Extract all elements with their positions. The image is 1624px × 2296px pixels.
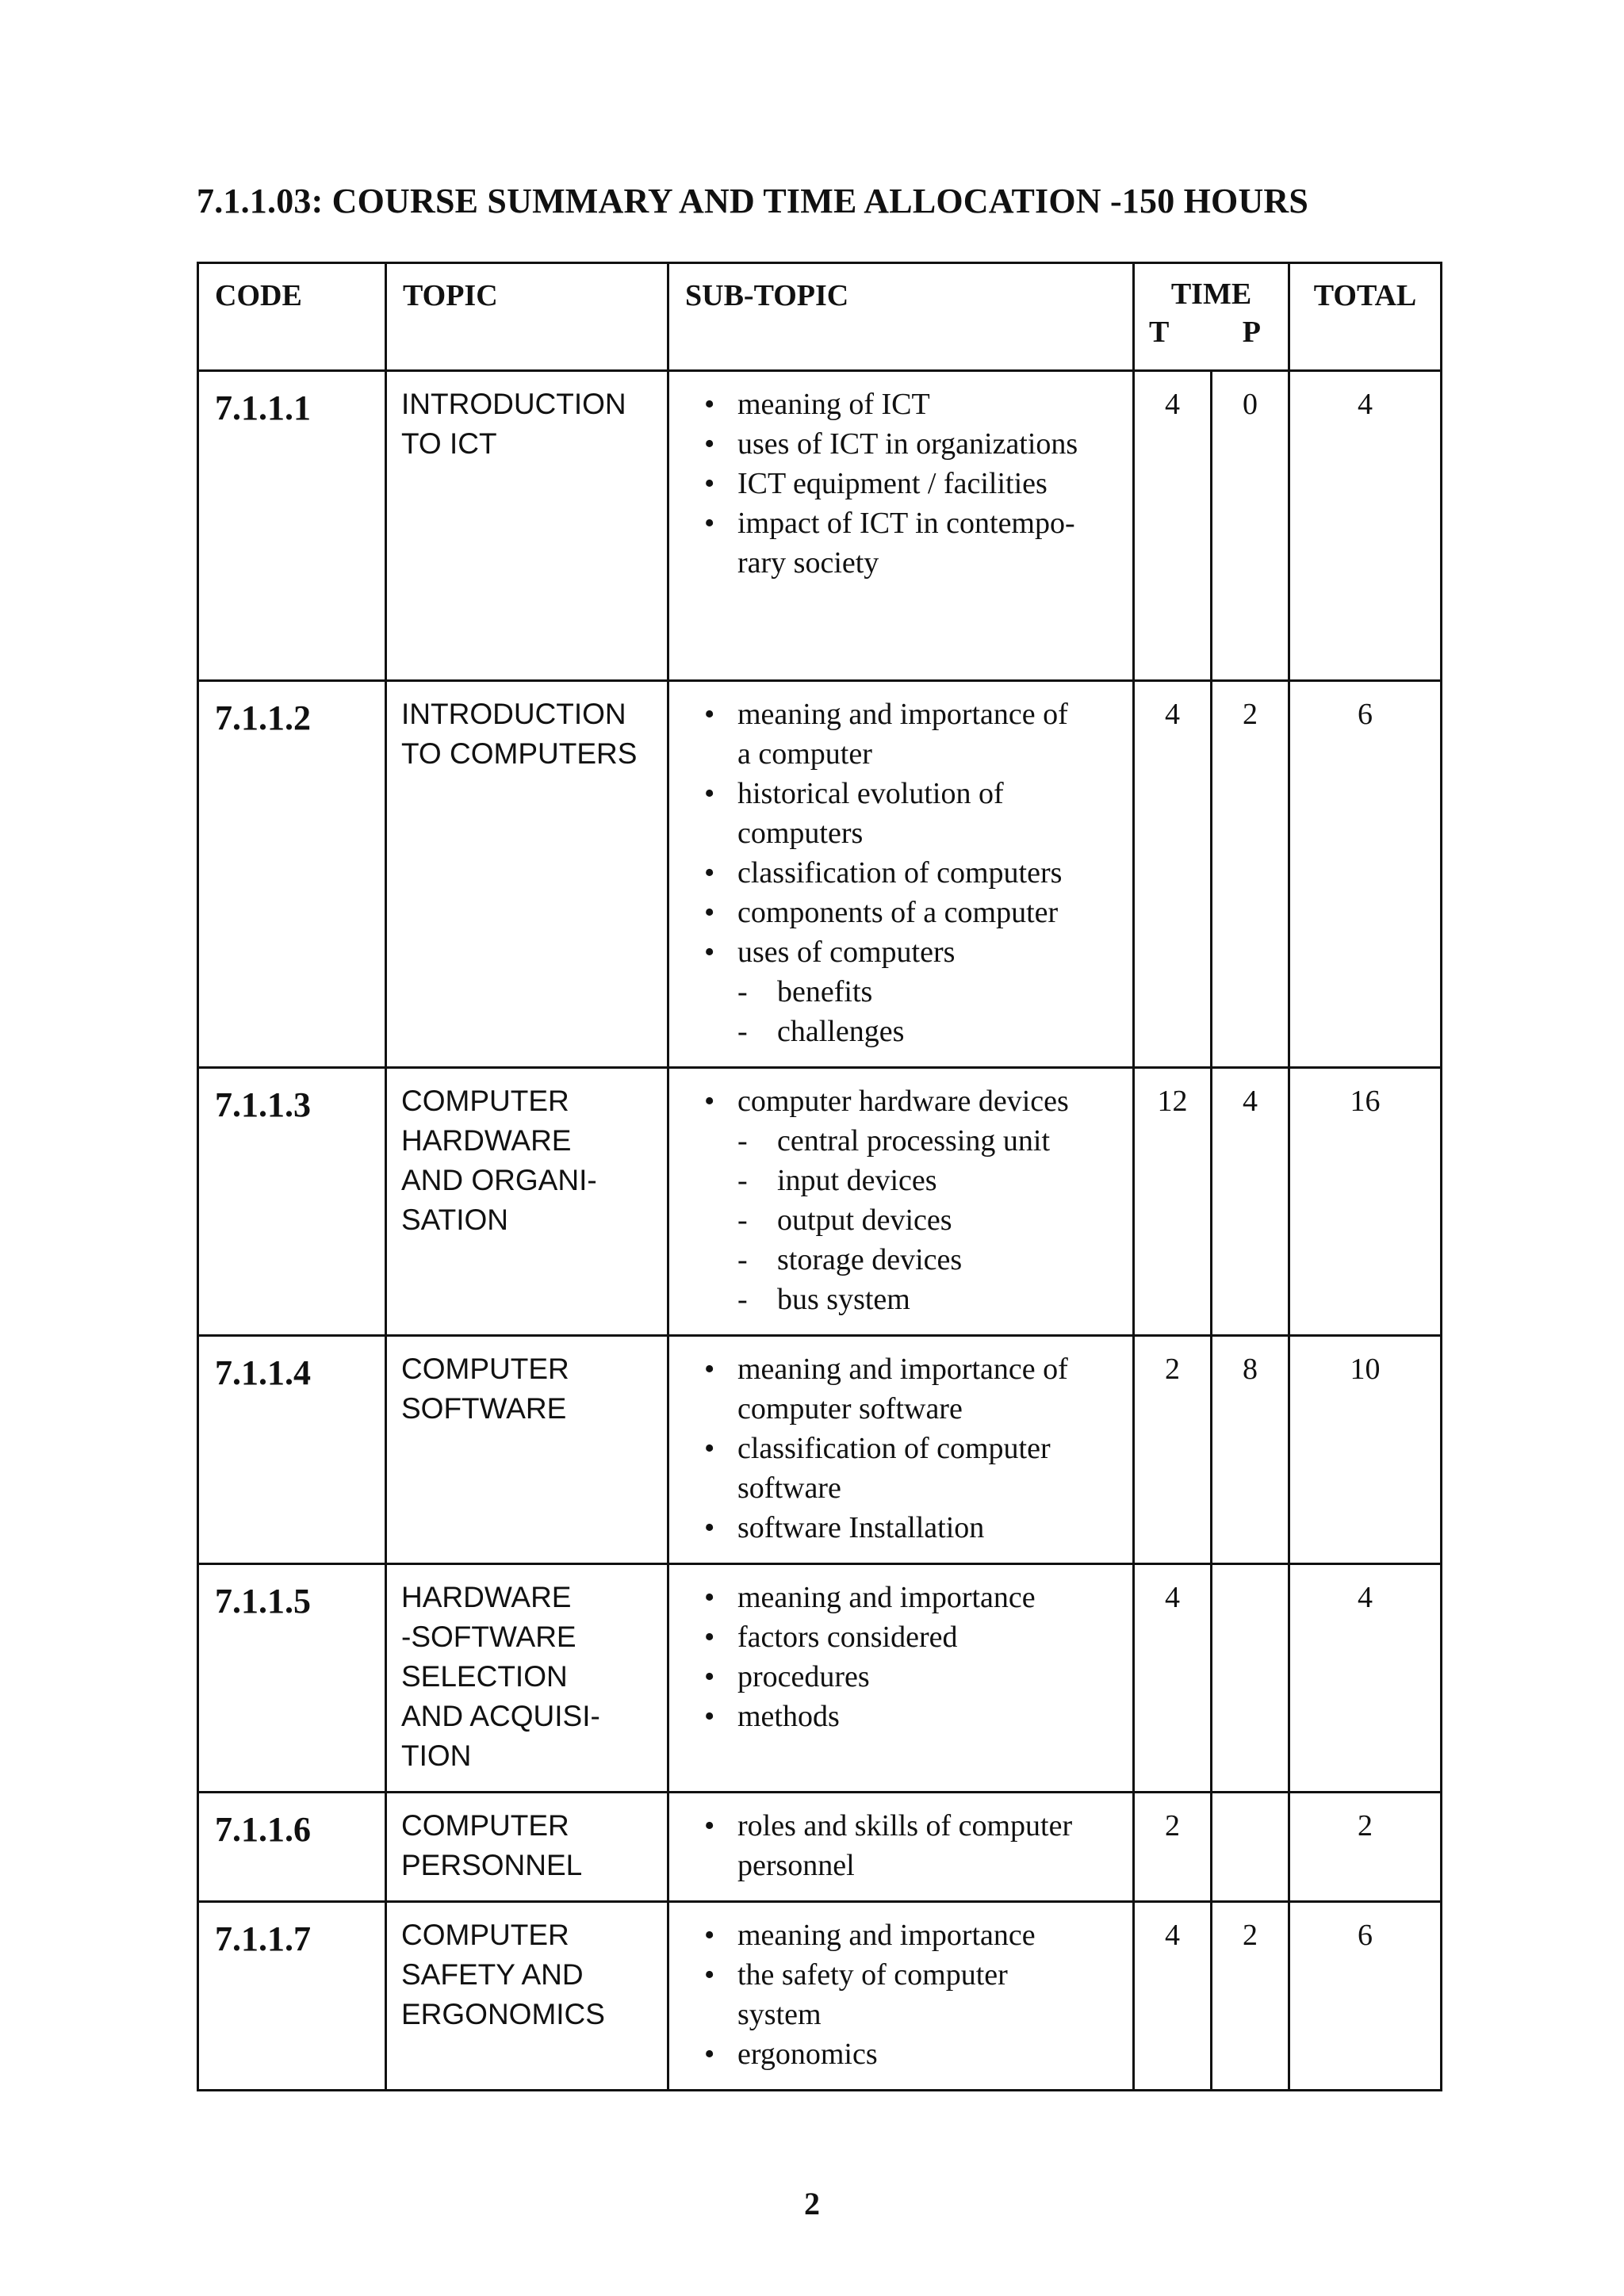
subtopic-line: • ICT equipment / facilities [737,467,1048,500]
subtopic-line: • impact of ICT in contempo- [737,507,1075,540]
row-time-total: 4 [1289,1564,1442,1793]
subtopic-bullet-item [669,1578,1121,1617]
subtopic-list [669,1578,1121,1736]
header-topic: TOPIC [386,263,668,371]
course-summary-table [197,262,1442,2091]
subtopic-line: • meaning and importance [737,1581,1036,1614]
row-time-t: 12 [1134,1068,1212,1336]
row-subtopics [668,371,1134,681]
row-subtopics [668,1336,1134,1564]
subtopic-line: • the safety of computer [737,1958,1008,1992]
row-topic [386,371,668,681]
topic-line: INTRODUCTION [401,698,626,730]
subtopic-line: - bus system [777,1283,910,1316]
subtopic-bullet-item [669,385,1121,424]
subtopic-dash-item [669,1280,1121,1319]
subtopic-line: - central processing unit [777,1124,1051,1158]
subtopic-dash-item [669,1200,1121,1240]
row-subtopics [668,1902,1134,2091]
row-subtopics [668,681,1134,1068]
subtopic-list [669,1349,1121,1548]
topic-line: AND ORGANI- [401,1164,597,1196]
subtopic-bullet-item [669,932,1121,972]
subtopic-line: • software Installation [737,1511,985,1544]
subtopic-line: • meaning and importance of [737,698,1068,731]
row-topic [386,1902,668,2091]
subtopic-line: - challenges [777,1015,905,1048]
subtopic-line: • meaning of ICT [737,388,930,421]
subtopic-list [669,1915,1121,2074]
subtopic-bullet-item [669,1081,1121,1121]
subtopic-line: • meaning and importance [737,1919,1036,1952]
subtopic-line: • procedures [737,1660,870,1693]
subtopic-bullet-item [669,2034,1121,2074]
table-row [198,1793,1442,1902]
topic-line: INTRODUCTION [401,388,626,420]
row-topic [386,1336,668,1564]
subtopic-dash-item [669,1121,1121,1161]
subtopic-line: a computer [737,737,872,771]
subtopic-line: computer software [737,1392,963,1425]
subtopic-line: system [737,1998,822,2031]
subtopic-bullet-item [669,853,1121,893]
subtopic-bullet-item [669,1508,1121,1548]
row-time-t: 4 [1134,1564,1212,1793]
subtopic-line: • factors considered [737,1621,958,1654]
header-total: TOTAL [1289,263,1442,371]
topic-line: SELECTION [401,1660,568,1693]
subtopic-list [669,695,1121,1051]
row-code: 7.1.1.5 [198,1564,386,1793]
topic-line: SOFTWARE [401,1392,567,1425]
subtopic-bullet-item [669,1697,1121,1736]
subtopic-bullet-item [669,1657,1121,1697]
row-time-total: 6 [1289,681,1442,1068]
header-code: CODE [198,263,386,371]
table-row [198,1336,1442,1564]
header-time-p: P [1242,316,1262,349]
page-title: 7.1.1.03: COURSE SUMMARY AND TIME ALLOCATION -150 HOURS [197,182,1309,220]
subtopic-line: • classification of computer [737,1432,1051,1465]
subtopic-bullet-item [669,695,1121,774]
topic-line: COMPUTER [401,1353,569,1385]
row-time-total: 4 [1289,371,1442,681]
subtopic-line: • computer hardware devices [737,1085,1069,1118]
row-topic [386,681,668,1068]
subtopic-line: computers [737,817,864,850]
row-subtopics [668,1068,1134,1336]
subtopic-bullet-item [669,1617,1121,1657]
subtopic-bullet-item [669,1429,1121,1508]
subtopic-bullet-item [669,1349,1121,1429]
subtopic-bullet-item [669,1915,1121,1955]
row-time-total: 2 [1289,1793,1442,1902]
subtopic-line: • roles and skills of computer [737,1809,1073,1843]
row-code: 7.1.1.6 [198,1793,386,1902]
row-code: 7.1.1.3 [198,1068,386,1336]
row-time-p: 4 [1212,1068,1289,1336]
subtopic-line: software [737,1471,841,1505]
subtopic-line: - output devices [777,1203,952,1237]
row-code: 7.1.1.2 [198,681,386,1068]
row-time-t: 4 [1134,1902,1212,2091]
header-time-t: T [1149,316,1170,349]
subtopic-line: • uses of ICT in organizations [737,427,1078,461]
row-topic [386,1564,668,1793]
table-row [198,371,1442,681]
row-time-total: 16 [1289,1068,1442,1336]
row-time-p: 0 [1212,371,1289,681]
topic-line: ERGONOMICS [401,1998,605,2030]
header-time [1134,263,1289,371]
subtopic-line: • uses of computers [737,936,956,969]
subtopic-bullet-item [669,1955,1121,2034]
row-time-total: 6 [1289,1902,1442,2091]
subtopic-line: rary society [737,546,879,580]
row-time-p [1212,1793,1289,1902]
header-subtopic: SUB-TOPIC [668,263,1134,371]
subtopic-line: - input devices [777,1164,937,1197]
subtopic-line: - storage devices [777,1243,963,1276]
topic-line: SATION [401,1203,508,1236]
row-code: 7.1.1.1 [198,371,386,681]
subtopic-list [669,385,1121,583]
subtopic-line: • components of a computer [737,896,1059,929]
topic-line: -SOFTWARE [401,1621,576,1653]
table-row [198,1564,1442,1793]
topic-line: TO COMPUTERS [401,737,638,770]
row-code: 7.1.1.4 [198,1336,386,1564]
row-code: 7.1.1.7 [198,1902,386,2091]
subtopic-dash-item [669,1161,1121,1200]
subtopic-bullet-item [669,424,1121,464]
subtopic-list [669,1806,1121,1885]
page-number: 2 [804,2186,820,2221]
subtopic-bullet-item [669,503,1121,583]
row-time-p: 8 [1212,1336,1289,1564]
row-subtopics [668,1793,1134,1902]
subtopic-line: • classification of computers [737,856,1063,890]
subtopic-line: - benefits [777,975,873,1008]
table-row [198,1902,1442,2091]
table-row [198,681,1442,1068]
row-topic [386,1068,668,1336]
subtopic-bullet-item [669,464,1121,503]
topic-line: COMPUTER [401,1809,569,1842]
topic-line: HARDWARE [401,1124,572,1157]
topic-line: SAFETY AND [401,1958,584,1991]
subtopic-line: • methods [737,1700,840,1733]
row-time-t: 2 [1134,1336,1212,1564]
subtopic-line: personnel [737,1849,855,1882]
row-time-t: 4 [1134,371,1212,681]
topic-line: COMPUTER [401,1919,569,1951]
header-time-label: TIME [1170,277,1252,311]
table-row [198,1068,1442,1336]
subtopic-dash-item [669,972,1121,1012]
subtopic-line: • historical evolution of [737,777,1004,810]
topic-line: TO ICT [401,427,497,460]
row-time-p [1212,1564,1289,1793]
subtopic-list [669,1081,1121,1319]
subtopic-bullet-item [669,1806,1121,1885]
subtopic-bullet-item [669,774,1121,853]
row-time-t: 2 [1134,1793,1212,1902]
topic-line: TION [401,1739,472,1772]
row-time-total: 10 [1289,1336,1442,1564]
subtopic-dash-item [669,1012,1121,1051]
row-topic [386,1793,668,1902]
subtopic-line: • ergonomics [737,2038,878,2071]
topic-line: HARDWARE [401,1581,572,1613]
row-subtopics [668,1564,1134,1793]
topic-line: PERSONNEL [401,1849,583,1881]
row-time-p: 2 [1212,1902,1289,2091]
table-header-row [198,263,1442,371]
row-time-p: 2 [1212,681,1289,1068]
topic-line: AND ACQUISI- [401,1700,600,1732]
row-time-t: 4 [1134,681,1212,1068]
subtopic-dash-item [669,1240,1121,1280]
subtopic-bullet-item [669,893,1121,932]
topic-line: COMPUTER [401,1085,569,1117]
subtopic-line: • meaning and importance of [737,1353,1068,1386]
